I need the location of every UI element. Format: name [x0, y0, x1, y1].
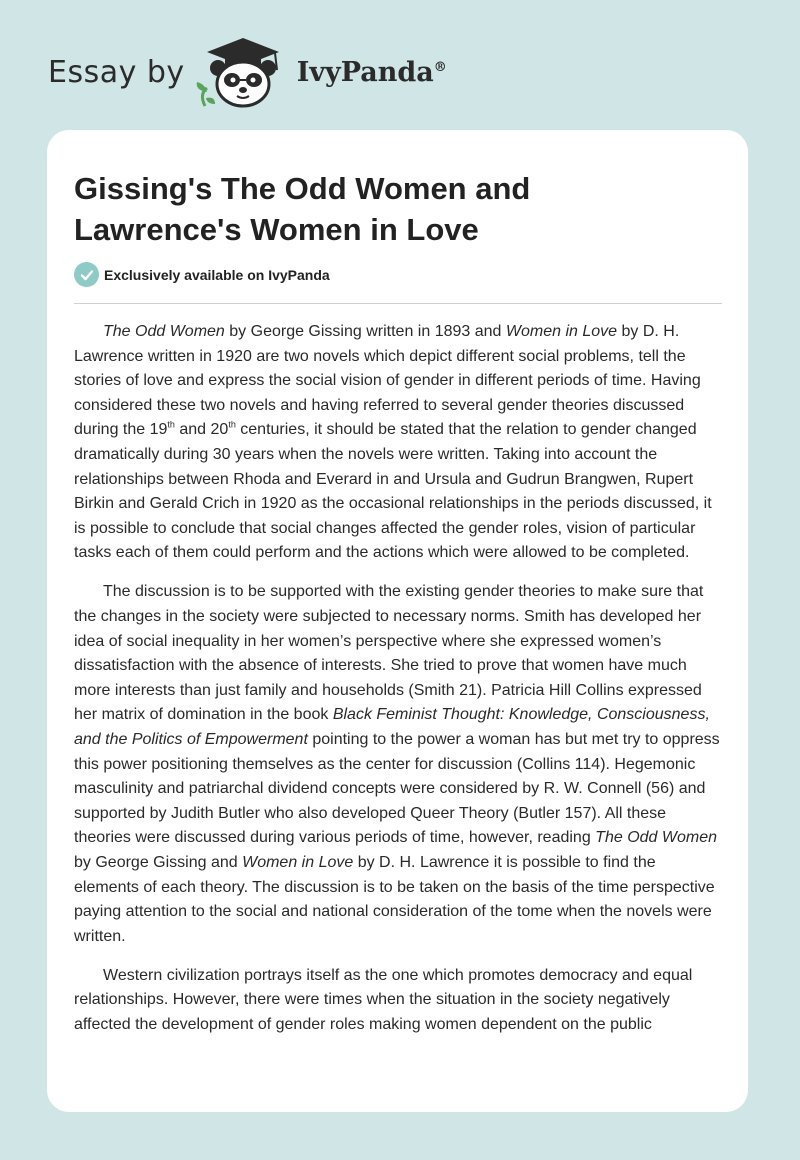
paragraph-2: [74, 580, 724, 949]
registered-mark: ®: [433, 59, 447, 75]
text-run: by D. H. Lawrence it is possible to find the elements of each theory. The discussion is to be taken on the basis of the time perspective paying attention to the social and national consideration of the tome when the novels were written.: [74, 853, 715, 945]
book-title: Women in Love: [505, 323, 618, 340]
essay-card: [47, 130, 748, 1112]
panda-logo-icon[interactable]: [193, 36, 293, 108]
page-title: Gissing's The Odd Women and Lawrence's Women in Love: [74, 171, 531, 247]
text-run: and 20: [174, 421, 229, 439]
check-icon: [74, 262, 99, 287]
book-title: Women in Love: [242, 853, 354, 871]
paragraph-1: [74, 320, 724, 566]
exclusive-badge: [74, 262, 330, 287]
text-run: Western civilization portrays itself as the one which promotes democracy and equal relationships. However, there were times when the situation in the society negatively affected the development of gender roles making women dependent on the public: [74, 966, 693, 1034]
divider: [74, 303, 722, 304]
essay-by-label: Essay by: [48, 54, 185, 90]
book-title: The Odd Women: [103, 323, 225, 340]
text-run: centuries, it should be stated that the relation to gender changed dramatically during 30 years when the novels were written. Taking into account the relationships between Rhoda and Everard in and Ursula and Gudrun Brangwen, Rupert Birkin and Gerald Crich in 1920 as the occasional relationships in the periods discussed, it is possible to conclude that social changes affected the gender roles, vision of particular tasks each of them could perform and the actions which were allowed to be completed.: [74, 421, 712, 562]
text-run: pointing to the power a woman has but met try to oppress this power positioning themselves as the center for discussion (Collins 114). Hegemonic masculinity and patriarchal dividend concepts were considered by R. W. Connell (56) and supported by Judith Butler who also developed Queer Theory (Butler 157). All these theories were discussed during various periods of time, however, reading: [74, 731, 720, 847]
ordinal-suffix: th: [167, 420, 175, 431]
book-title: Black Feminist Thought: Knowledge, Consciousness, and the Politics of Empowerment: [74, 706, 710, 748]
brand-name[interactable]: [297, 57, 447, 88]
brand-text: IvyPanda: [296, 56, 434, 88]
essay-body: [74, 320, 724, 1052]
text-run: The discussion is to be supported with the existing gender theories to make sure that the changes in the society were subjected to necessary norms. Smith has developed her idea of social inequality in her women’s perspective where she expressed women’s dissatisfaction with the absence of interests. She tried to prove that women have much more interests than just family and households (Smith 21). Patricia Hill Collins expressed her matrix of domination in the book: [74, 583, 704, 724]
badge-label: Exclusively available on IvyPanda: [104, 266, 330, 283]
text-run: by D. H. Lawrence written in 1920 are two novels which depict different social problems, tell the stories of love and express the social vision of gender in different periods of time. Having considered these two novels and having referred to several gender theories discussed during the 19: [74, 323, 701, 439]
ordinal-suffix: th: [228, 420, 236, 431]
book-title: The Odd Women: [595, 829, 717, 847]
paragraph-3: [74, 964, 724, 1038]
site-header: [48, 36, 748, 108]
text-run: by George Gissing and: [74, 853, 243, 871]
text-run: by George Gissing written in 1893 and: [224, 323, 506, 340]
